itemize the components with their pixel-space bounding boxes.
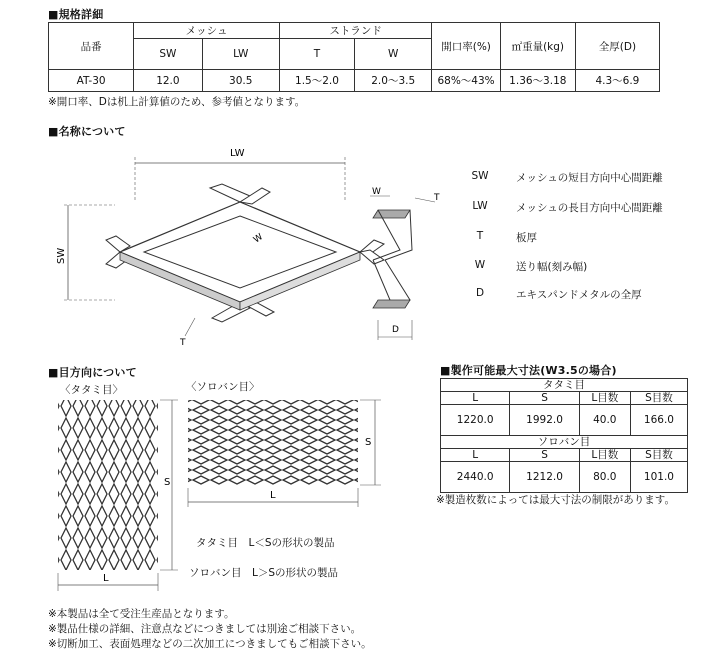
col-strand: ストランド [279,23,431,39]
cell-thickness: 4.3～6.9 [575,70,659,92]
spec-data-row [49,70,660,92]
spec-header-row [49,23,660,39]
footer-note-2: ※製品仕様の詳細、注意点などにつきましては別途ご相談下さい。 [48,623,362,635]
soroban-label: 〈ソロバン目〉 [186,381,260,393]
col-thickness: 全厚(D) [575,23,659,70]
desc-tatami: タタミ目 L＜Sの形状の製品 [196,537,335,549]
spec-table [48,22,660,92]
soroban-mesh-sample [188,400,358,485]
label-w-side: W [372,187,381,197]
soroban-s-label: S [365,437,372,448]
tatami-mesh-sample [58,400,158,570]
sub-w: W [355,39,432,70]
soroban-data-row: 2440.0 1212.0 80.0 101.0 [441,462,688,493]
soroban-header-row: L S L目数 S目数 [441,449,688,462]
cell-lw: 30.5 [202,70,279,92]
spec-note: ※開口率、Dは机上計算値のため、参考値となります。 [48,96,306,108]
footer-note-1: ※本製品は全て受注生産品となります。 [48,608,235,620]
col-kaiko: 開口率(%) [432,23,500,70]
max-size-note: ※製造枚数によっては最大寸法の制限があります。 [436,494,675,506]
sub-t: T [279,39,354,70]
label-t-side: T [434,193,440,203]
tatami-data-row: 1220.0 1992.0 40.0 166.0 [441,405,688,436]
label-w-front: W [251,232,266,246]
mesh-diamond-outer [120,202,360,302]
label-lw: LW [230,148,245,159]
tatami-l-label: L [103,573,109,584]
soroban-l-label: L [270,490,276,501]
max-size-heading: ■製作可能最大寸法(W3.5の場合) [440,364,617,377]
direction-heading: ■目方向について [48,366,137,379]
col-mesh: メッシュ [134,23,280,39]
spec-heading: ■規格詳細 [48,8,104,21]
footer-note-3: ※切断加工、表面処理などの二次加工につきましてもご相談下さい。 [48,638,372,650]
tatami-header-row: L S L目数 S目数 [441,392,688,405]
soroban-title: ソロバン目 [441,436,688,449]
cell-t: 1.5～2.0 [279,70,354,92]
cell-sw: 12.0 [134,70,202,92]
col-hinban: 品番 [49,23,134,70]
cell-weight: 1.36～3.18 [500,70,575,92]
mesh-diagram [40,140,450,350]
max-size-table [440,378,688,493]
sub-sw: SW [134,39,202,70]
sub-lw: LW [202,39,279,70]
tatami-s-label: S [164,477,171,488]
cell-w: 2.0～3.5 [355,70,432,92]
side-profile [370,187,440,340]
label-t-front: T [180,338,186,348]
cell-hinban: AT-30 [49,70,134,92]
col-weight: ㎡重量(kg) [500,23,575,70]
cell-kaiko: 68%～43% [432,70,500,92]
label-sw: SW [56,247,67,264]
label-d-side: D [392,325,399,335]
desc-soroban: ソロバン目 L＞Sの形状の製品 [189,567,339,579]
tatami-label: 〈タタミ目〉 [60,384,123,396]
tatami-title: タタミ目 [441,379,688,392]
names-heading: ■名称について [48,125,126,138]
